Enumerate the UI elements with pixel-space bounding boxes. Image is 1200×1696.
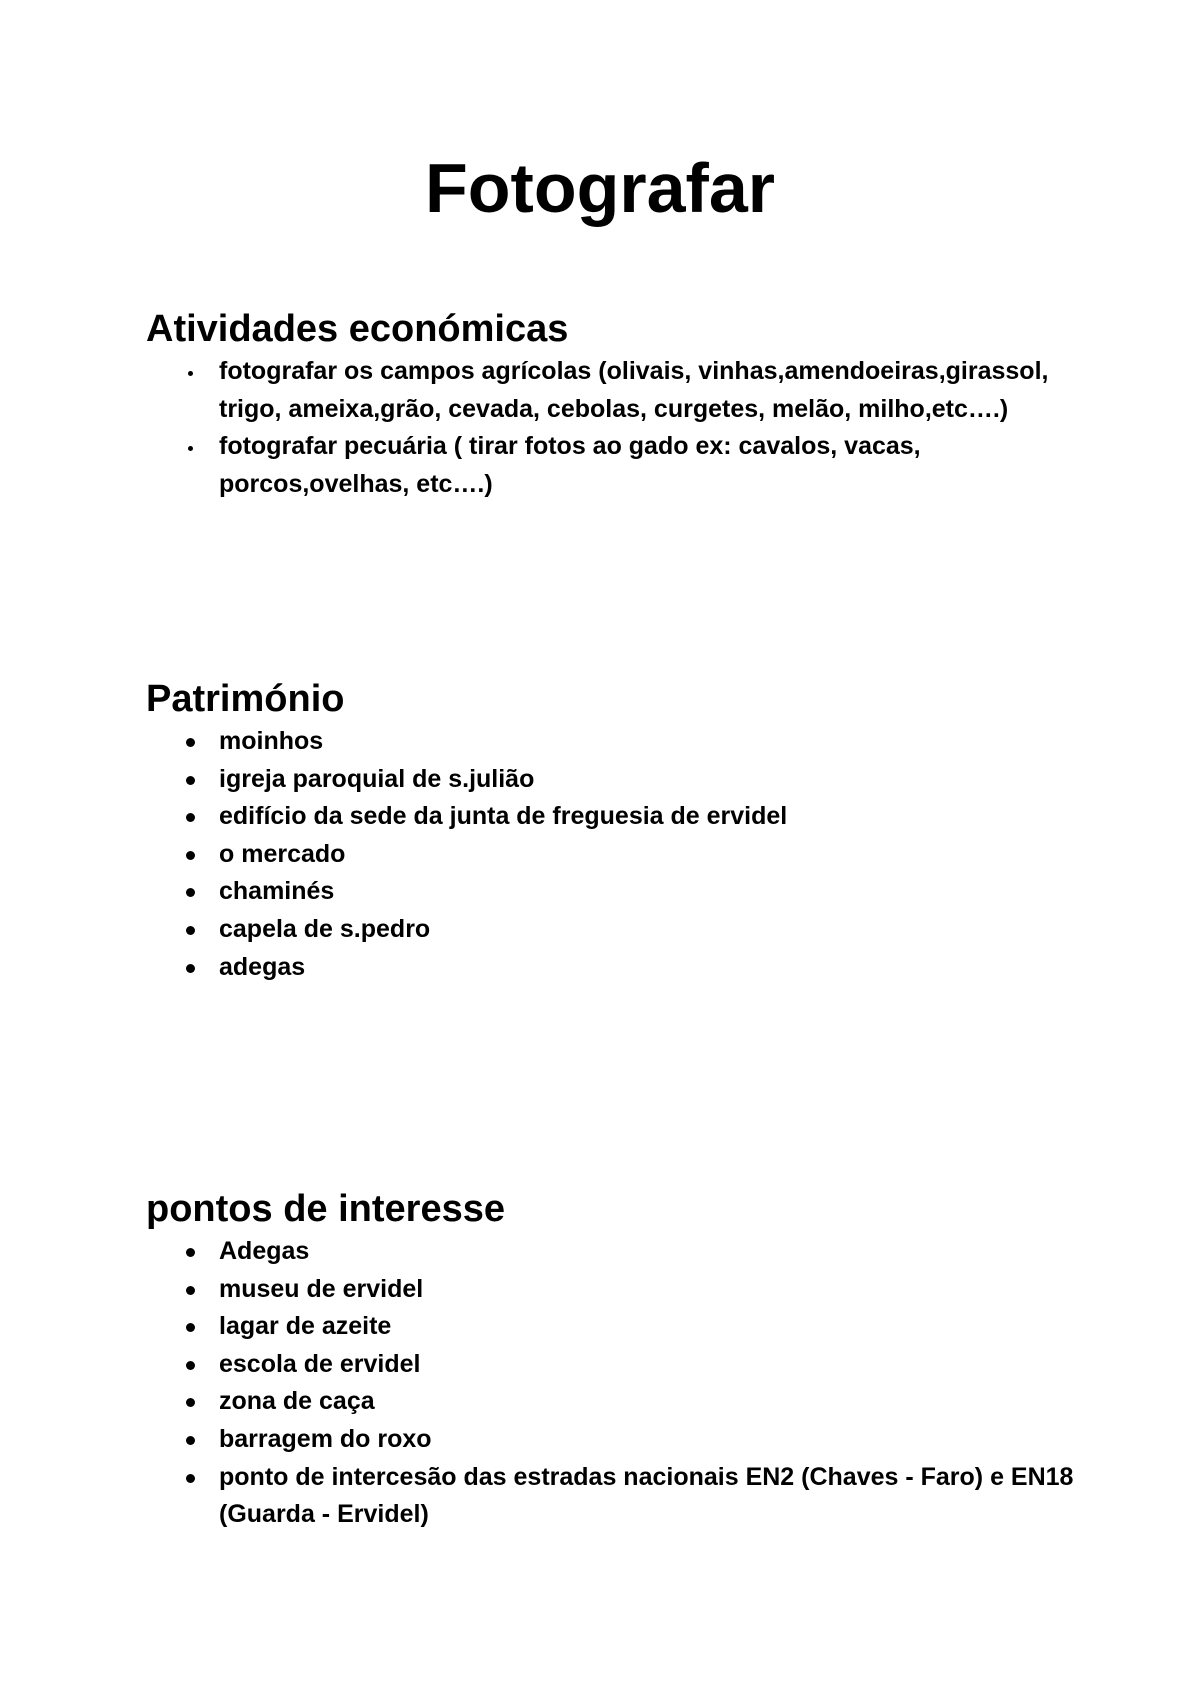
list-item-text: capela de s.pedro xyxy=(219,914,431,943)
list-item-text: chaminés xyxy=(219,877,335,906)
list-item-text: museu de ervidel xyxy=(219,1274,424,1303)
list-item-text: moinhos xyxy=(219,727,324,755)
bullet-list xyxy=(146,1233,1076,1534)
bullet-icon xyxy=(186,738,195,747)
list-item xyxy=(146,949,1076,987)
bullet-list xyxy=(146,723,1076,986)
section-heading: pontos de interesse xyxy=(146,1188,505,1230)
list-item-text: adegas xyxy=(219,952,306,981)
bullet-icon xyxy=(186,1323,195,1332)
section-patrimonio xyxy=(146,677,1076,986)
list-item xyxy=(146,1271,1076,1309)
list-item xyxy=(146,1346,1076,1384)
list-item xyxy=(146,798,1076,836)
list-item-text: Adegas xyxy=(219,1237,310,1265)
list-item-text: edifício da sede da junta de freguesia de ervidel xyxy=(219,802,788,831)
list-item-text: o mercado xyxy=(219,839,346,868)
list-item-text: fotografar os campos agrícolas (olivais, vinhas,amendoeiras,girassol, trigo, ameixa,grão, cevada, cebolas, curgetes, melão, milho,etc….) xyxy=(219,357,1049,423)
section-pontos-de-interesse xyxy=(146,1187,1076,1534)
list-item-text: lagar de azeite xyxy=(219,1312,392,1341)
list-item xyxy=(146,723,1076,761)
page-title: Fotografar xyxy=(425,149,775,227)
bullet-icon xyxy=(186,964,195,973)
list-item xyxy=(146,1459,1076,1534)
list-item-text: escola de ervidel xyxy=(219,1349,421,1378)
list-item-text: ponto de intercesão das estradas nacionais EN2 (Chaves - Faro) e EN18 (Guarda - Ervidel) xyxy=(219,1462,1074,1529)
list-item xyxy=(146,761,1076,799)
list-item-text: igreja paroquial de s.julião xyxy=(219,764,535,793)
list-item-text: fotografar pecuária ( tirar fotos ao gado ex: cavalos, vacas, porcos,ovelhas, etc….) xyxy=(219,432,921,498)
bullet-icon xyxy=(186,813,195,822)
section-heading: Atividades económicas xyxy=(146,308,569,350)
bullet-icon xyxy=(186,1248,195,1257)
bullet-list xyxy=(146,353,1076,503)
list-item xyxy=(146,911,1076,949)
bullet-icon xyxy=(186,1474,195,1483)
list-item xyxy=(146,1233,1076,1271)
bullet-icon xyxy=(186,1286,195,1295)
bullet-icon xyxy=(188,371,193,376)
list-item xyxy=(146,428,1076,503)
bullet-icon xyxy=(186,926,195,935)
list-item-text: zona de caça xyxy=(219,1387,375,1416)
list-item xyxy=(146,836,1076,874)
list-item xyxy=(146,873,1076,911)
list-item xyxy=(146,1308,1076,1346)
bullet-icon xyxy=(186,776,195,785)
bullet-icon xyxy=(186,888,195,897)
list-item xyxy=(146,1421,1076,1459)
bullet-icon xyxy=(186,1361,195,1370)
bullet-icon xyxy=(186,1398,195,1407)
bullet-icon xyxy=(186,851,195,860)
section-heading: Património xyxy=(146,678,345,720)
list-item xyxy=(146,353,1076,428)
list-item-text: barragem do roxo xyxy=(219,1424,432,1453)
bullet-icon xyxy=(186,1436,195,1445)
section-atividades-economicas xyxy=(146,307,1076,503)
bullet-icon xyxy=(188,446,193,451)
list-item xyxy=(146,1383,1076,1421)
